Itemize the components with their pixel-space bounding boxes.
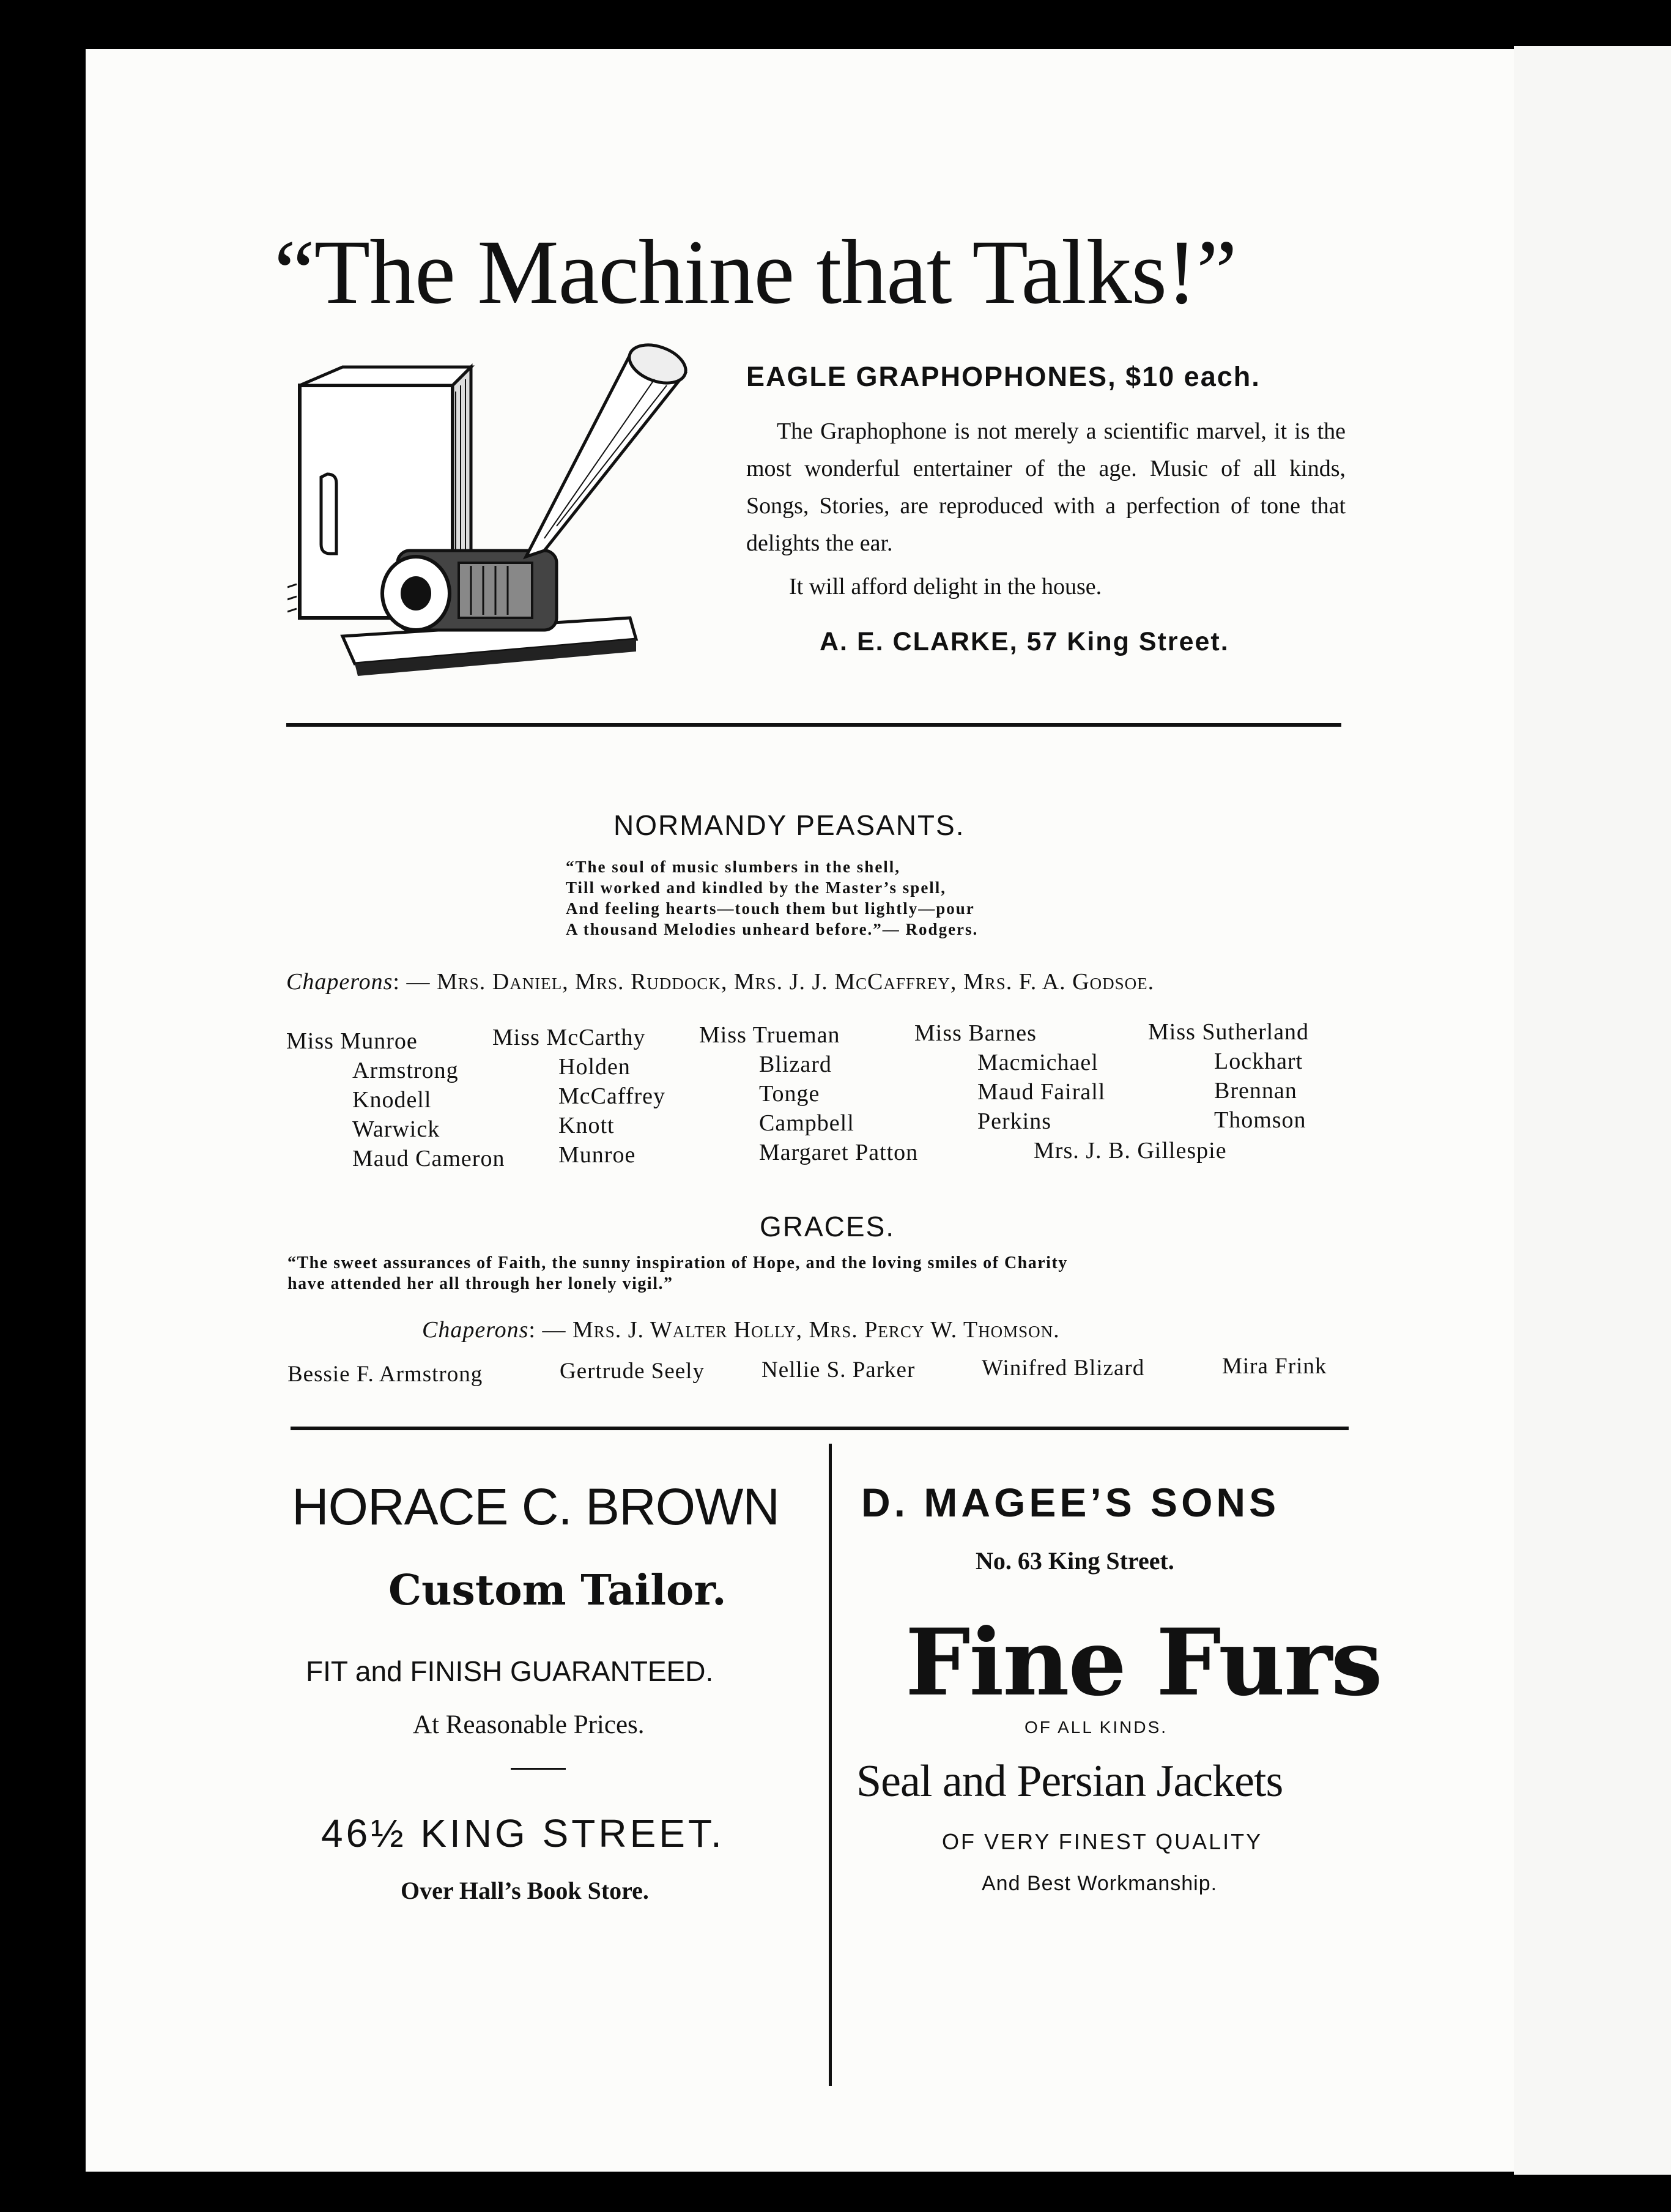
chaperons-separator: : —: [393, 969, 437, 995]
magee-kinds: OF ALL KINDS.: [1024, 1718, 1168, 1737]
member-name: Knodell: [352, 1087, 432, 1113]
divider-bottom: [291, 1427, 1349, 1430]
chaperons-separator: : —: [528, 1317, 572, 1343]
magee-name: D. MAGEE’S SONS: [861, 1480, 1280, 1525]
magee-workmanship: And Best Workmanship.: [982, 1872, 1218, 1895]
vertical-divider: [829, 1444, 832, 2086]
member-name: McCaffrey: [558, 1083, 666, 1109]
divider-top: [286, 723, 1341, 727]
delight-line: It will afford delight in the house.: [789, 574, 1102, 599]
magee-jackets: Seal and Persian Jackets: [856, 1756, 1283, 1806]
member-name: Margaret Patton: [759, 1140, 919, 1165]
member-name: Blizard: [759, 1052, 832, 1077]
member-name: Miss Sutherland: [1148, 1019, 1310, 1045]
chaperons-names: Mrs. J. Walter Holly, Mrs. Percy W. Thomson.: [572, 1317, 1060, 1343]
member-name: Armstrong: [352, 1058, 459, 1083]
member-column-1: [286, 1026, 505, 1173]
description-paragraph: The Graphophone is not merely a scientific marvel, it is the most wonderful entertainer of the age. Music of all kinds, Songs, Stories, are reproduced with a perfection of tone that delights the ear.: [746, 418, 1346, 556]
ad-description: [746, 413, 1346, 606]
member-name: Brennan: [1214, 1078, 1297, 1104]
graces-member: Winifred Blizard: [982, 1356, 1145, 1381]
member-name: Munroe: [558, 1142, 636, 1168]
brown-name: HORACE C. BROWN: [292, 1478, 780, 1535]
member-name: Maud Fairall: [977, 1079, 1106, 1105]
member-column-5: [1148, 1017, 1309, 1135]
member-name: Mrs. J. B. Gillespie: [1034, 1138, 1227, 1164]
quote-line: And feeling hearts—touch them but lightly—pour: [566, 899, 975, 918]
normandy-chaperons: [286, 968, 1154, 995]
member-name: Miss McCarthy: [492, 1025, 646, 1050]
brown-short-rule: [511, 1768, 566, 1770]
member-name: Miss Trueman: [699, 1022, 840, 1048]
member-name: Thomson: [1214, 1107, 1306, 1133]
member-name: Macmichael: [977, 1050, 1099, 1075]
graces-member: Nellie S. Parker: [761, 1357, 916, 1382]
brown-prices: At Reasonable Prices.: [413, 1710, 645, 1739]
headline: “The Machine that Talks!”: [274, 221, 1237, 323]
quote-line: A thousand Melodies unheard before.”— Rodgers.: [566, 920, 979, 938]
member-name: Campbell: [759, 1110, 854, 1136]
member-column-2: [492, 1023, 665, 1170]
quote-line: have attended her all through her lonely vigil.”: [287, 1274, 673, 1293]
magee-address: No. 63 King Street.: [976, 1547, 1174, 1575]
graces-member: Bessie F. Armstrong: [287, 1362, 483, 1387]
magee-quality: OF VERY FINEST QUALITY: [942, 1829, 1263, 1854]
brown-trade: Custom Tailor.: [388, 1566, 727, 1615]
graces-quote: [287, 1253, 1068, 1294]
quote-line: “The sweet assurances of Faith, the sunny inspiration of Hope, and the loving smiles of Charity: [287, 1253, 1068, 1272]
graces-member: Mira Frink: [1222, 1354, 1327, 1379]
normandy-title: NORMANDY PEASANTS.: [613, 809, 965, 841]
brown-location: Over Hall’s Book Store.: [401, 1877, 649, 1904]
chaperons-label: Chaperons: [286, 969, 393, 995]
normandy-quote: [566, 856, 978, 940]
chaperons-names: Mrs. Daniel, Mrs. Ruddock, Mrs. J. J. McCaffrey, Mrs. F. A. Godsoe.: [436, 969, 1155, 995]
graces-chaperons: [422, 1316, 1060, 1343]
graces-title: GRACES.: [760, 1211, 895, 1242]
graces-member: Gertrude Seely: [560, 1359, 705, 1384]
magee-headline: Fine Furs: [905, 1609, 1382, 1717]
product-heading: EAGLE GRAPHOPHONES, $10 each.: [746, 361, 1261, 392]
member-name: Knott: [558, 1113, 615, 1138]
graphophone-illustration: [287, 343, 728, 685]
member-name: Lockhart: [1214, 1048, 1303, 1074]
member-name: Perkins: [977, 1108, 1051, 1134]
dealer-line: A. E. CLARKE, 57 King Street.: [820, 627, 1229, 656]
brown-guarantee: FIT and FINISH GUARANTEED.: [306, 1655, 714, 1687]
member-name: Holden: [558, 1054, 631, 1080]
chaperons-label: Chaperons: [422, 1317, 529, 1343]
member-name: Miss Barnes: [914, 1020, 1037, 1046]
quote-line: Till worked and kindled by the Master’s spell,: [566, 878, 947, 897]
member-name: Maud Cameron: [352, 1146, 505, 1171]
member-name: Tonge: [759, 1081, 820, 1107]
member-name: Warwick: [352, 1116, 440, 1142]
member-name: Miss Munroe: [286, 1028, 418, 1054]
brown-address: 46½ KING STREET.: [321, 1811, 725, 1855]
member-column-3: [699, 1020, 918, 1167]
facing-page-edge: [1514, 46, 1671, 2175]
quote-line: “The soul of music slumbers in the shell,: [566, 858, 901, 876]
